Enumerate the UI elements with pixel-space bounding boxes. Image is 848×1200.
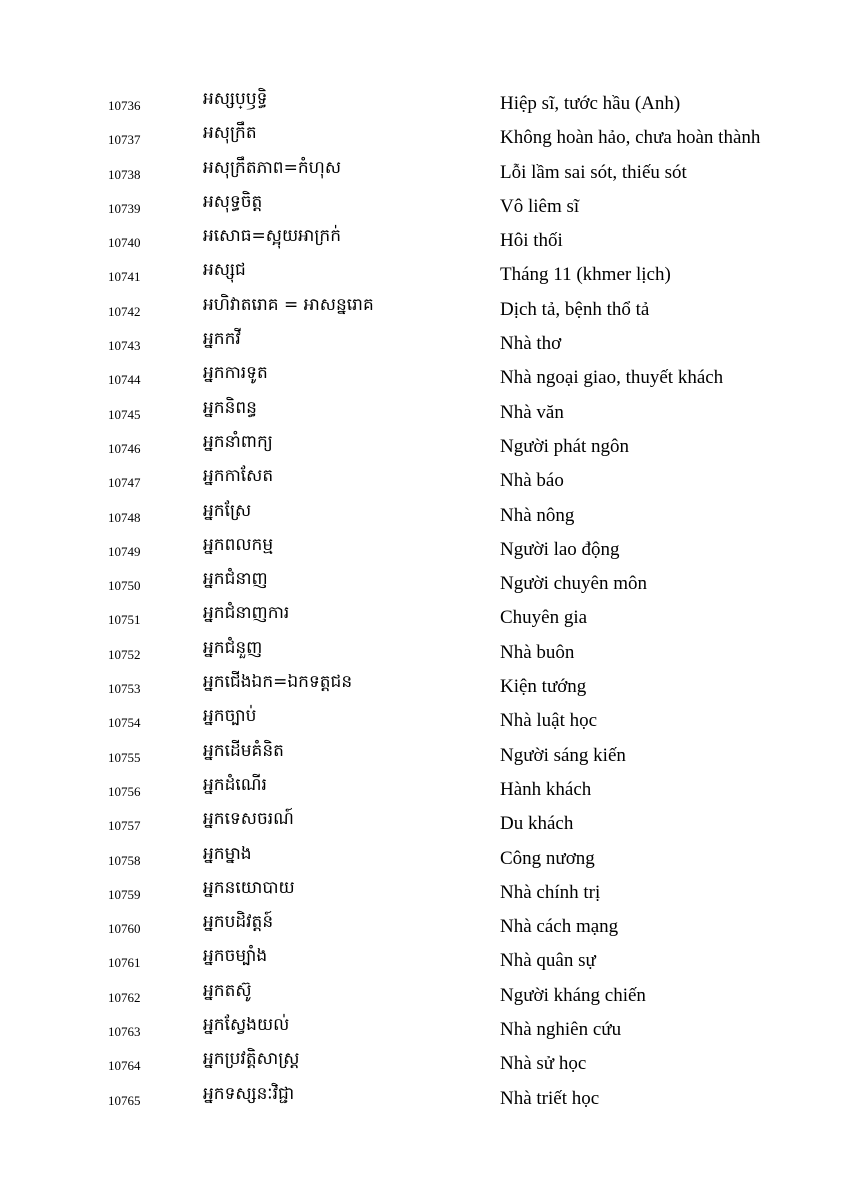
khmer-term: អសុក្រឹត — [203, 123, 257, 144]
vietnamese-translation: Người phát ngôn — [500, 435, 630, 457]
khmer-term: អ្នកស្រែ — [203, 500, 252, 521]
khmer-term: អ្នកនាំពាក្យ — [203, 431, 273, 452]
entry-number: 10736 — [108, 98, 141, 113]
khmer-term: អ្នកការទូត — [203, 363, 268, 384]
khmer-term: អ្នកនិពន្ធ — [203, 397, 257, 418]
vietnamese-translation: Công nương — [500, 847, 595, 869]
vietnamese-translation: Nhà nghiên cứu — [500, 1019, 622, 1041]
entry-number: 10757 — [108, 818, 141, 834]
entry-list — [0, 86, 848, 1115]
entry-number: 10763 — [108, 1024, 141, 1040]
entry-row — [0, 395, 848, 429]
entry-row — [0, 738, 848, 772]
entry-row — [0, 703, 848, 737]
vietnamese-translation: Người lao động — [500, 538, 620, 560]
entry-row — [0, 86, 848, 120]
entry-number: 10758 — [108, 852, 141, 868]
entry-number: 10765 — [108, 1092, 141, 1108]
khmer-term: អ្នកដំណើរ — [203, 774, 267, 795]
entry-row — [0, 463, 848, 497]
entry-number: 10743 — [108, 338, 141, 354]
entry-number: 10742 — [108, 303, 141, 319]
entry-row — [0, 1081, 848, 1115]
khmer-term: អ្នកស្វែងយល់ — [203, 1015, 290, 1036]
khmer-term: អ្នកនយោបាយ — [203, 877, 295, 898]
vietnamese-translation: Người kháng chiến — [500, 984, 646, 1006]
khmer-term: អ្នកទេសចរណ៍ — [203, 809, 294, 830]
entry-row — [0, 498, 848, 532]
entry-row — [0, 189, 848, 223]
khmer-term: អ្នកកាសែត — [203, 466, 274, 487]
entry-number: 10748 — [108, 509, 141, 525]
entry-number: 10755 — [108, 749, 141, 765]
entry-row — [0, 875, 848, 909]
entry-row — [0, 1012, 848, 1046]
entry-row — [0, 635, 848, 669]
vietnamese-translation: Nhà nông — [500, 504, 575, 526]
vietnamese-translation: Nhà báo — [500, 470, 564, 492]
vietnamese-translation: Nhà quân sự — [500, 950, 596, 972]
entry-row — [0, 841, 848, 875]
vietnamese-translation: Nhà văn — [500, 401, 564, 423]
entry-number: 10740 — [108, 235, 141, 251]
khmer-term: អ្នកម្នាង — [203, 843, 252, 864]
entry-number: 10760 — [108, 921, 141, 937]
vietnamese-translation: Không hoàn hảo, chưa hoàn thành — [500, 127, 761, 149]
khmer-term: អស្សុជ — [203, 260, 246, 281]
khmer-term: អសោធ=ស្អុយអាក្រក់ — [203, 226, 342, 247]
entry-number: 10750 — [108, 578, 141, 594]
khmer-term: អ្នកប្រវត្តិសាស្ត្រ — [203, 1049, 300, 1070]
vietnamese-translation: Du khách — [500, 813, 574, 835]
vietnamese-translation: Nhà ngoại giao, thuyết khách — [500, 367, 724, 389]
khmer-term: អ្នកពលកម្ម — [203, 534, 274, 555]
vietnamese-translation: Tháng 11 (khmer lịch) — [500, 264, 671, 286]
entry-row — [0, 155, 848, 189]
vietnamese-translation: Hôi thối — [500, 230, 563, 252]
entry-row — [0, 909, 848, 943]
vietnamese-translation: Nhà luật học — [500, 710, 598, 732]
khmer-term: អសុទ្ធចិត្ត — [203, 191, 263, 212]
entry-number: 10756 — [108, 783, 141, 799]
khmer-term: អ្នកច្បាប់ — [203, 706, 257, 727]
entry-number: 10751 — [108, 612, 141, 628]
entry-row — [0, 600, 848, 634]
entry-row — [0, 772, 848, 806]
vietnamese-translation: Nhà cách mạng — [500, 916, 619, 938]
khmer-term: អសុក្រឹតភាព=កំហុស — [203, 157, 342, 178]
khmer-term: អ្នកដើមគំនិត — [203, 740, 284, 761]
entry-row — [0, 532, 848, 566]
vietnamese-translation: Chuyên gia — [500, 607, 588, 629]
entry-number: 10761 — [108, 955, 141, 971]
vietnamese-translation: Người chuyên môn — [500, 573, 647, 595]
vietnamese-translation: Người sáng kiến — [500, 744, 626, 766]
entry-row — [0, 292, 848, 326]
entry-number: 10762 — [108, 989, 141, 1005]
khmer-term: អ្នកជំនាញ — [203, 569, 268, 590]
entry-row — [0, 223, 848, 257]
entry-number: 10752 — [108, 646, 141, 662]
vietnamese-translation: Kiện tướng — [500, 676, 587, 698]
entry-number: 10737 — [108, 132, 141, 148]
khmer-term: អ្នកជំនួញ — [203, 637, 263, 658]
entry-row — [0, 943, 848, 977]
khmer-term: អ្នកចម្បាំង — [203, 946, 268, 967]
vietnamese-translation: Lỗi lầm sai sót, thiếu sót — [500, 161, 687, 183]
vietnamese-translation: Nhà thơ — [500, 333, 562, 355]
entry-row — [0, 120, 848, 154]
vietnamese-translation: Nhà buôn — [500, 641, 575, 663]
entry-number: 10745 — [108, 406, 141, 422]
entry-number: 10744 — [108, 372, 141, 388]
entry-row — [0, 429, 848, 463]
entry-number: 10753 — [108, 681, 141, 697]
entry-number: 10759 — [108, 886, 141, 902]
entry-row — [0, 566, 848, 600]
entry-row — [0, 669, 848, 703]
entry-number: 10747 — [108, 475, 141, 491]
entry-number: 10741 — [108, 269, 141, 285]
entry-row — [0, 806, 848, 840]
vietnamese-translation: Nhà chính trị — [500, 881, 601, 903]
entry-row — [0, 257, 848, 291]
entry-row — [0, 360, 848, 394]
vietnamese-translation: Hiệp sĩ, tước hầu (Anh) — [500, 93, 681, 114]
vietnamese-translation: Nhà triết học — [500, 1087, 600, 1109]
entry-number: 10739 — [108, 200, 141, 216]
khmer-term: អ្នកទស្សនៈវិជ្ជា — [203, 1083, 295, 1104]
khmer-term: អស្សប្ឫទ្ធិ — [203, 89, 268, 109]
entry-number: 10746 — [108, 440, 141, 456]
khmer-term: អ្នកជំនាញការ — [203, 603, 290, 624]
vietnamese-translation: Hành khách — [500, 778, 592, 800]
vietnamese-translation: Nhà sử học — [500, 1053, 587, 1075]
khmer-term: អ្នកបដិវត្តន៍ — [203, 912, 274, 933]
khmer-term: អ្នកកវី — [203, 329, 241, 350]
vietnamese-translation: Dịch tả, bệnh thổ tả — [500, 298, 650, 320]
entry-row — [0, 326, 848, 360]
entry-number: 10764 — [108, 1058, 141, 1074]
khmer-term: អហិវាតរោគ = អាសន្នរោគ — [203, 294, 374, 315]
entry-number: 10754 — [108, 715, 141, 731]
khmer-term: អ្នកតស៊ូ — [203, 980, 252, 1001]
entry-number: 10749 — [108, 543, 141, 559]
entry-row — [0, 978, 848, 1012]
khmer-term: អ្នកជើងឯក=ឯកទត្តជន — [203, 672, 353, 693]
vietnamese-translation: Vô liêm sĩ — [500, 195, 580, 217]
entry-number: 10738 — [108, 166, 141, 182]
entry-row — [0, 1046, 848, 1080]
